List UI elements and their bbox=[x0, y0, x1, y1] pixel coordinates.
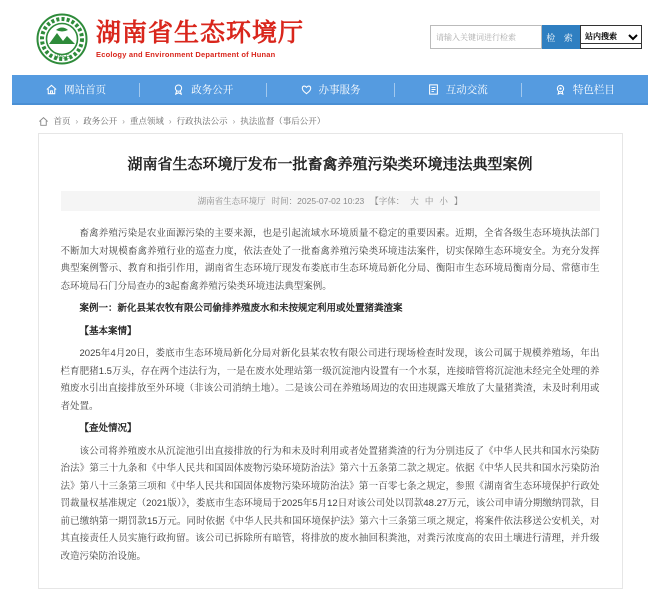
breadcrumb-item-gov-disclosure[interactable]: 政务公开 bbox=[83, 116, 118, 126]
article-meta-bar bbox=[61, 191, 600, 211]
article-container bbox=[38, 133, 623, 589]
breadcrumb bbox=[38, 115, 623, 127]
breadcrumb-separator: › bbox=[75, 116, 79, 126]
heart-icon bbox=[300, 83, 313, 96]
search-scope-select[interactable] bbox=[581, 30, 641, 44]
breadcrumb-item-supervision[interactable]: 执法监督（事后公开） bbox=[240, 116, 326, 126]
nav-item-interaction[interactable]: 互动交流 bbox=[394, 75, 521, 103]
article-paragraph-intro: 畜禽养殖污染是农业面源污染的主要来源，也是引起流域水环境质量不稳定的重要因素。近期，全省各级生态环境执法部门不断加大对规模畜禽养殖行业的巡查力度，依法查处了一批畜禽养殖污染类环境违法案件，切实保障生态环境安全。为充分发挥典型案例警示、教育和指引作用，湖南省生态环境厅现发布娄底市生态环境局新化分局、衡阳市生态环境局衡南分局、常德市生态环境局石门分局查办的3起畜禽养殖污染类环境违法典型案例。 bbox=[60, 228, 600, 292]
article-title: 湖南省生态环境厅发布一批畜禽养殖污染类环境违法典型案例 bbox=[127, 156, 533, 173]
search-input[interactable] bbox=[430, 25, 542, 49]
font-size-medium-button[interactable]: 中 bbox=[424, 196, 434, 206]
site-logo-link[interactable] bbox=[36, 13, 304, 65]
search-scope-box bbox=[580, 25, 642, 49]
breadcrumb-item-home[interactable]: 首页 bbox=[53, 116, 71, 126]
article-source: 湖南省生态环境厅 bbox=[197, 196, 266, 206]
badge-icon bbox=[172, 83, 185, 96]
medal-icon bbox=[554, 83, 567, 96]
breadcrumb-item-key-areas[interactable]: 重点领域 bbox=[129, 116, 164, 126]
breadcrumb-separator: › bbox=[232, 116, 236, 126]
document-icon bbox=[427, 83, 440, 96]
search-block bbox=[430, 25, 642, 49]
article-time: 时间：2025-07-02 10:23 bbox=[271, 196, 365, 206]
nav-item-home[interactable]: 网站首页 bbox=[12, 75, 139, 103]
basic-facts-paragraph: 2025年4月20日，娄底市生态环境局新化分局对新化县某农牧有限公司进行现场检查时发现，该公司属于规模养殖场，年出栏育肥猪1.5万头，存在两个违法行为，一是在废水处理站第一级沉淀池内设置有一个水泵，连接暗管将沉淀池未经完全处理的养殖废水引出直接排放至外环境（非该公司消纳土地）。二是该公司在养殖场周边的农田违规露天堆放了大量猪粪渣，未及时利用或者处置。 bbox=[60, 348, 600, 412]
main-navigation bbox=[12, 75, 648, 105]
investigation-heading: 【查处情况】 bbox=[79, 423, 137, 434]
breadcrumb-item-law-enforcement[interactable]: 行政执法公示 bbox=[176, 116, 228, 126]
font-size-prefix: 【字体： bbox=[370, 196, 405, 206]
nav-item-services[interactable]: 办事服务 bbox=[266, 75, 393, 103]
search-button[interactable]: 检 索 bbox=[542, 25, 580, 49]
nav-item-gov-disclosure[interactable]: 政务公开 bbox=[139, 75, 266, 103]
font-size-suffix: 】 bbox=[453, 196, 463, 206]
breadcrumb-separator: › bbox=[168, 116, 172, 126]
svg-text:HNEE: HNEE bbox=[54, 54, 70, 61]
font-size-small-button[interactable]: 小 bbox=[439, 196, 448, 206]
font-size-large-button[interactable]: 大 bbox=[410, 196, 419, 206]
site-title-english: Ecology and Environment Department of Hunan bbox=[96, 49, 276, 59]
investigation-paragraph: 该公司将养殖废水从沉淀池引出直接排放的行为和未及时利用或者处置猪粪渣的行为分别违反了《中华人民共和国水污染防治法》第三十九条和《中华人民共和国固体废物污染环境防治法》第六十五条第二款之规定。依据《中华人民共和国水污染防治法》第八十三条第三项和《中华人民共和国固体废物污染环境防治法》第一百零七条之规定，参照《湖南省生态环境保护行政处罚裁量权基准规定（2021版）》，娄底市生态环境局于2025年5月12日对该公司处以罚款48.27万元，该公司申请分期缴纳罚款，目前已缴纳第一期罚款15万元。同时依据《中华人民共和国环境保护法》第六十三条第三项之规定，将案件依法移送公安机关，对其直接责任人员实施行政拘留。该公司已拆除所有暗管，将排放的废水抽回积粪池，对粪污浓度高的农田土壤进行清理，并升级改造污染防治设施。 bbox=[60, 445, 600, 562]
home-icon bbox=[45, 83, 58, 96]
site-header bbox=[12, 0, 648, 75]
article-body bbox=[61, 225, 600, 565]
breadcrumb-home-icon bbox=[38, 116, 49, 127]
site-title: 湖南省生态环境厅 bbox=[96, 19, 305, 48]
case-one-heading: 案例一：新化县某农牧有限公司偷排养殖废水和未按规定利用或处置猪粪渣案 bbox=[79, 303, 403, 314]
hunan-ecology-emblem-icon bbox=[36, 13, 88, 65]
basic-facts-heading: 【基本案情】 bbox=[79, 325, 137, 337]
breadcrumb-separator: › bbox=[122, 116, 125, 126]
nav-item-featured[interactable]: 特色栏目 bbox=[521, 75, 648, 103]
